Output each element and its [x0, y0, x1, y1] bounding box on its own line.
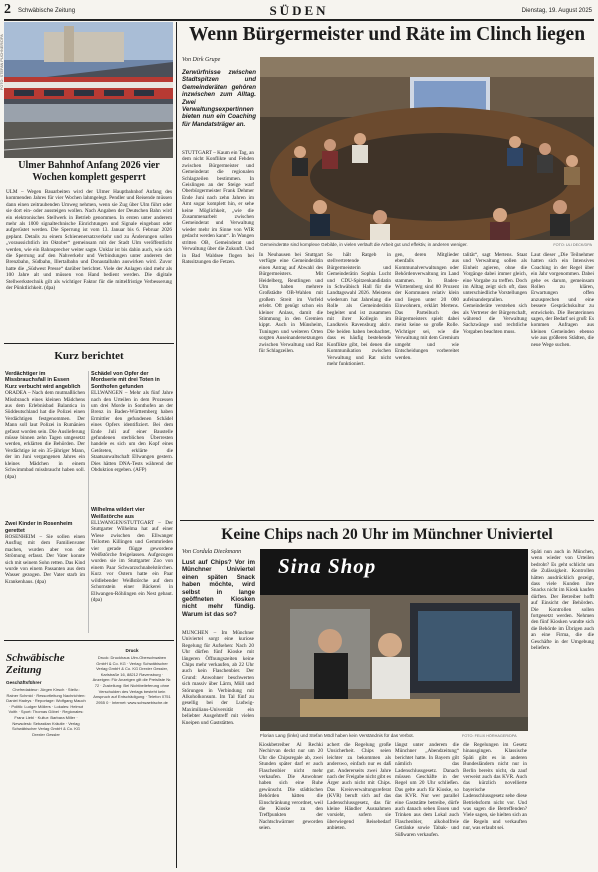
impressum-right-text: Druck: Druckhaus Ulm-Oberschwaben GmbH & Co. KG · Verlag: Schwäbischer Verlag GmbH & Co. KG Drexler Gessler, Karlstraße 16, 88212 Ravensburg · Anzeigen: Für Anzeigen gilt die Preisliste Nr. 72 · Zustellung: Bei Nichtbelieferung ohne Verschulden des Verlags besteht kein Anspruch auf Entschädigung · Telefon 0751 2955 0 · Internet: www.schwaebische.de	[92, 655, 172, 705]
kurz-column-divider	[88, 371, 89, 633]
lead-headline: Wenn Bürgermeister und Räte im Clinch liegen	[188, 24, 586, 45]
lead-bottom-rule	[180, 520, 594, 521]
kiosk-photo-caption: Florian Lang (links) und Stefan Mödl haben kein Verständnis für das Verbot.	[260, 733, 414, 738]
ulm-photo-credit: FOTO: STEFAN PUCHNER/DPA	[0, 34, 4, 90]
chips-column-2: Kioskbetreiber Al Rechki Nechirvan deckt nur um 20 Uhr die Chipsregale ab, zwei Stunden später darf er auch Flaschenbier nicht mehr verkaufen. Die Anwohner haben sich eine Ruhe gewünscht. Die städtischen Behörden hätten die Einschränkung verordnet, weil die Kioske zu den Treffpunkten der Nachtschwärmer geworden seien.	[259, 742, 323, 832]
lead-column-3: So hält Ratgeb in stellvertretende Bürgermeisterin und Gemeinderätin Sophia Lucht und CDU-Spitzenkandidatin in Schwäbisch Hall für die Landtagswahl 2026. Meistens wiederum hat Jahrelang die Rolle als Gemeinderätin begleitet und ist zusammen mit ihrer Kollegin im Landkreis Ravensburg aktiv. Die beiden haben beobachtet, dass es häufig bestehende Konflikte gibt, bei denen die Kommunikation zwischen Verwaltung und Rat nicht mehr funktioniert.	[327, 252, 391, 367]
kiosk-photo	[260, 549, 528, 731]
council-photo-caption: Gemeinderäte sind komplexe Gebilde, in vielen verläuft die Arbeit gut und effektiv, in anderen weniger.	[260, 242, 468, 247]
council-photo-credit: FOTO: ULI DECK/DPA	[553, 243, 592, 247]
chips-column-4: längst unter anderem die Münchner „Abendzeitung“ berichtet hatte. In Bayern gilt nämlich das Ladenschlussgesetz. Danach müssen Geschäfte in der Regel um 20 Uhr schließen. Das gelte auch für Kioske, so das KVR. Nur wer parallel eine Gaststätte betreibe, dürfe auch danach sehen Essen und Trinken aus dem Lokal auch Flaschenbier, alkoholfreie Getränke sowie Tabak- und Süßwaren verkaufen.	[395, 742, 459, 838]
kurz-item-body: ROSENHEIM – Sie sollen einen Ausflug mit dem Familienvater machen, wurden aber von der Strömung erfasst. Der Vater konnte sich mit seinem Sohn retten. Das Kind wurde von einem Passanten aus dem Wasser gezogen. Der Vater starb im Krankenhaus. (dpa)	[5, 534, 85, 585]
ulm-station-photo	[4, 22, 173, 158]
issue-date: Dienstag, 19. August 2025	[521, 8, 592, 14]
page-number: 2	[4, 2, 11, 17]
impressum-logo: Schwäbische Zeitung	[6, 652, 65, 676]
lead-column-6: Laut dieser „Die Teilnehmer hatten sich ein Intensives Coaching in der Regel über ein Jahr vorgenommen. Dabei gehe es darum, gemeinsam Rollen zu klären, Erwartungen offen anzusprechen und eine bessere Gesprächskultur zu entwickeln. Die Beraterinnen sagen, der Bedarf sei groß: Es kommen Anfragen aus kleinen Gemeinden ebenso wie aus größeren Städten, die neue Wege suchen.	[531, 252, 594, 348]
kurz-item-subtitle: Kurz verbucht wird angeblich	[5, 383, 81, 390]
kurz-column-left	[5, 371, 85, 634]
kurz-item-title: Zwei Kinder in Rosenheim gerettet	[5, 521, 73, 534]
lead-column-1: STUTTGART – Kaum ein Tag, an dem nicht Konflikte und Fehden zwischen Bürgermeister und Gemeinderat die regionalen Schlagzeilen bestimmen. In Geislingen an der Steige warf Oberbürgermeister Frank Dehmer Ende Juni nach zehn Jahren im Amt sogar komplett hin, er sehe keine Möglichkeit, „wie die Zusammenarbeit zwischen Gemeinderat und Verwaltung wieder mehr im Sinne von WIR gedacht werden kann“. In Wangen stritten OB, Gemeinderat und Verwaltung über die Zukunft. Und in Bad Waldsee flogen bei Ratssitzungen die Fetzen.	[182, 150, 254, 265]
kurz-item-body: ELLWANGEN/STUTTGART – Der Stuttgarter Wilhelma hat auf einer Wiese zwischen den Ellwanger Teilorten Killingen und Gemmrieden vier gerade flügge gewordene Weißstörche freigelassen. Aufgezogen wurden sie im Stuttgarter Zoo von einem Paar Schwarzschnabelstörchen. Kurz vor Ostern hatte ein Paar wildlebender Weißstörche auf dem Schornstein einer Bäckerei in Ellwangen-Röhlingen ein Nest gebaut. (dpa)	[91, 520, 173, 603]
kurz-heading: Kurz berichtet	[54, 350, 124, 362]
chips-column-3: achert die Regelung große Unsicherheit. Chips seien leichter zu bekommen als anderswo, einfach nur es daß gut. Andererseits zwei Jahre nach der Freigabe nicht gibt es Ärger auch nicht mit Chips. Das Kreisverwaltungsreferat (KVR) beruft sich auf das Ladenschlussgesetz, das für kleine Händler Ausnahmen vorsieht, sofern sie überwiegend Reisebedarf anbieten.	[327, 742, 391, 832]
paper-name: Schwäbische Zeitung	[18, 8, 76, 14]
council-meeting-image	[260, 57, 594, 240]
lead-column-4: gen, deren Mitglieder ebenfalls aus Kommunalverwaltungen oder Behördenverwaltung im Land stammen. In Baden-Württemberg sind 80 Prozent der Kommunen relativ klein und liegen unter 20 000 Einwohnern, erklärt Mertens. Das Parteibuch des Bürgermeisters spielt dabei meist keine so große Rolle. Wichtiger sei, wie die Verwaltung mit dem Gremium umgeht und wie Entscheidungen vorbereitet werden.	[395, 252, 459, 361]
left-column-divider	[176, 22, 177, 868]
chips-column-6: Späti nun auch in München, wenn wieder von Urteilen bedroht? Es geht schlicht um die Zulässigkeit. Kontrollen hätten ausdrücklich gezeigt, dass viele Kunden ihre Snacks nicht im Kiosk kaufen dürften. Der Betreiber hofft auf Einsicht der Behörden. Die Kontrollen sollen fortgesetzt werden. Nehmen den fünf Kiosken wandte sich die Behörde im Übrigen auch an eine Firma, die die Geschäfte in der Umgebung beliefere.	[531, 549, 594, 652]
chips-author: Von Cordula Dieckmann	[182, 549, 242, 555]
kurz-item-title: Verdächtiger im Missbrauchsfall in Essen	[5, 371, 70, 384]
chips-column-1: MÜNCHEN – Im Münchner Univiertel sorgt eine kuriose Regelung für Aufsehen: Nach 20 Uhr dürfen fünf Kioske mit längeren Öffnungszeiten keine Chips mehr verkaufen, ab 22 Uhr auch kein Flaschenbier. Der Grund: Anwohner beschwerten sich massiv über Lärm, Müll und Störungen in Verbindung mit Alkoholkonsum. Im Tal fünf zu gesellig bei der Ludwig-Maximilians-Universität ein beliebter Ausgehtreff mit vielen Kneipen und Gaststätten.	[182, 630, 254, 726]
ulm-bottom-rule	[4, 343, 174, 344]
impressum-top-rule	[4, 640, 174, 641]
chips-teaser: Lust auf Chips? Vor im Münchner Univiertel einen späten Snack haben möchte, wird selbst in lange geöffneten Kiosken nicht mehr fündig. Warum ist das so?	[182, 559, 255, 618]
kurz-item-title: Schädel von Opfer der Mordserie mit drei Toten in Sonthofen gefunden	[91, 371, 160, 390]
kurz-item-body: ORADEA – Nach dem mutmaßlichen Missbrauch eines kleinen Mädchens aus dem Erlebnisbad Balantica in Süddeutschland hat die Polizei einen Verdächtigen festgenommen. Der Mann soll laut Polizei in Rumänien gefasst worden sein. Die Auslieferung müsse binnen zehn Tagen umgesetzt werden, erklärten die Behörden. Der Verdächtige ist ein 35-jähriger Mann, der im Juni vergangenen Jahres ein kleines Mädchen in einem Schwimmbad missbraucht haben soll. (dpa)	[5, 390, 85, 480]
kurz-item-body: ELLWANGEN – Mehr als fünf Jahre nach den Urteilen in dem Prozessen um drei Morde in Sonthofen an der Brenz in Baden-Württemberg haben Ermittler den gefundenen Schädel eines Opfers identifiziert. Bei dem Ende Juli auf einer Baustelle gefundenen sterblichen Überresten handele es sich um den Kopf eines Getöteten, erklärte die Staatsanwaltschaft Ellwangen gestern. Dies hätten DNA-Tests während der Obduktion ergeben. (AFP)	[91, 390, 173, 474]
ulm-station-image	[4, 22, 173, 158]
lead-column-2: In Neuhausen bei Stuttgart verfügte eine Gemeinderätin einen Antrag auf Abwahl des Bürgermeisters. Mit Heidelberg, Reutlingen und Ulm haben mehrere Großstädte OB-Wahlen mit großem Streit im Vorfeld erlebt. Oft genügt schon ein kleiner Anlass, damit die Stimmung in den Gremien kippt. Auch in Münsheim, Tuningen und weiteren Orten sorgten Auseinandersetzungen zwischen Verwaltung und Rat für Schlagzeilen.	[259, 252, 323, 355]
ulm-article-body: ULM – Wegen Bauarbeiten wird der Ulmer Hauptbahnhof Anfang des kommenden Jahres für vier Wochen lahmgelegt. Pendler und Reisende müssen dann einen zeitraubenden Umweg nehmen, wenn sie Zug über Ulm führt oder sie dort ein- oder aussteigen wollen. Nach Angaben der Deutschen Bahn wird ein elektronisches Stellwerk in Betrieb genommen. In ersten unter anderem mehr als 1000 signaltechnische Einrichtungen und Signale eingebaut oder aufgerüstet werden. Die Sperrung ist vom 13. Januar bis 6. Februar 2026 geplant. Details zu einem Schienenersatzverkehr und zu Änderungen sollen „voraussichtlich im Oktober“ gemeinsam mit der Stadt Ulm veröffentlicht werden, wie ein Bahnsprecher weiter sagte. Unklar ist bis dahin auch, wie sich die Sperrung auf den Nahverkehr und Verbindungen unter anderem der Brenzbahn, Südbahn, Illertalbahn und Donautalbahn auswirken wird. Zuvor hatte die „Südwest Presse“ darüber berichtet. Viele der Anlagen sind mehr als 100 Jahre alt und müssen von Hand bedient werden. Die digitale Stellwerkstechnik gilt als wichtiger Faktor für die mittelfristige Verbesserung der Pünktlichkeit. (dpa)	[6, 189, 172, 292]
chips-column-5: die Regelungen im Gesetz hinausgingen. Klassische Späti gibt es in anderen Bundesländern nicht nur in Berlin bereits nicht, da zauf verweist auch das KVR. Auch das kürzlich novellierte bayerische Ladenschlussgesetz sehe diese Betriebsform nicht vor. Und was sagen die Betreffenden? Viele sagen, sie hielten sich an die Regeln und verkauften nur, was erlaubt sei.	[463, 742, 527, 832]
lead-teaser: Zerwürfnisse zwischen Stadtspitzen und Gemeinderäten gehören inzwischen zum Alltag. Zwei Verwaltungsexpertinnen bieten nun ein Coaching für Mandatsträger an.	[182, 69, 256, 128]
kurz-item-title: Wilhelma wildert vier Weißstörche aus	[91, 507, 145, 520]
lead-author: Von Dirk Grupe	[182, 57, 221, 63]
lead-column-5: talität“, sagt Mertens. Staat und Verwaltung sollen als Einheit agieren, ohne die Vorgänge dabei immer gleich, eine Vorgabe zu treffen. Doch im Alltag zeigt sich oft, dass unterschiedliche Vorstellungen aufeinanderprallen. Gemeinderäte verstehen sich als Vertreter der Bürgerschaft, während die Verwaltung Sachzwänge und rechtliche Vorgaben beachten muss.	[463, 252, 527, 335]
impressum-left-text: Chefredakteur: Jürgen Kirsch · Stellv.: Rainer Schmid · Ressortleitung Nachrichten: Daniel Hadrys · Reportage: Wolfgang Mauch · Politik: Ludger Möllers · Lokales: Helmut Voith · Sport: Thomas Göbel · Regionales: Franz Liebl · Kultur: Barbara Miller · Newsdesk: Sebastian Kräutle · Verlag Schwäbischer Verlag GmbH & Co. KG Drexler Gessler	[6, 687, 86, 737]
kiosk-photo-credit: FOTO: FELIX HÖRHAGER/DPA	[462, 734, 517, 738]
kurz-column-right	[91, 371, 173, 644]
kiosk-shop-sign: Sina Shop	[278, 554, 377, 578]
masthead-rule	[4, 19, 594, 21]
impressum-right-heading: Druck	[125, 648, 139, 653]
council-photo	[260, 57, 594, 240]
chips-headline: Keine Chips nach 20 Uhr im Münchner Univiertel	[221, 526, 553, 543]
ulm-headline: Ulmer Bahnhof Anfang 2026 vier Wochen komplett gesperrt	[18, 160, 160, 183]
impressum-left-heading: Geschäftsführer	[6, 680, 42, 685]
section-title: SÜDEN	[269, 3, 329, 18]
